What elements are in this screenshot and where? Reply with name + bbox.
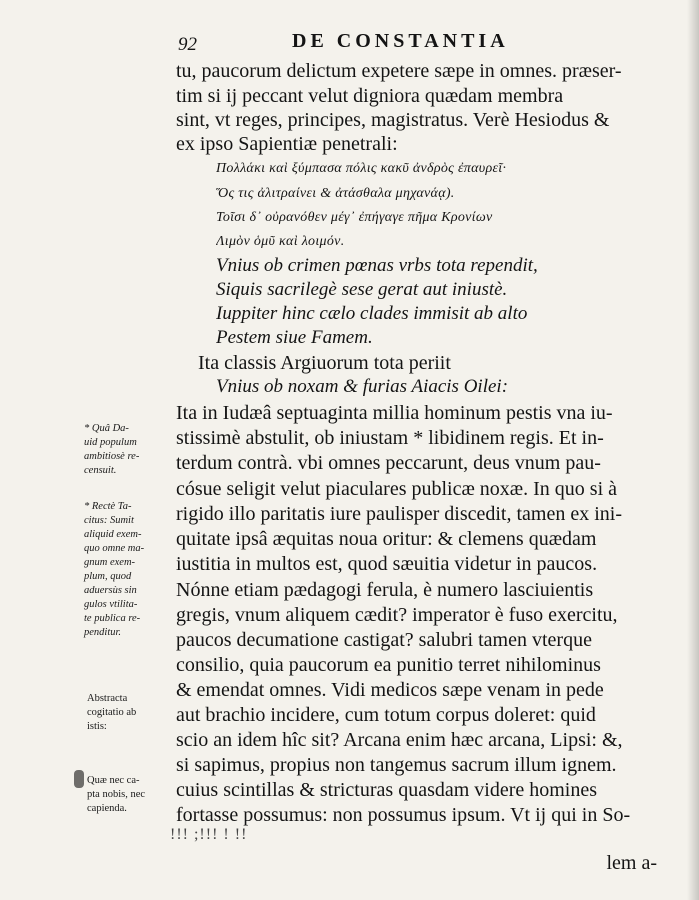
latin-verse-line: Vnius ob crimen pœnas vrbs tota rependit,: [216, 255, 538, 276]
text-line: Ita classis Argiuorum tota periit: [198, 352, 451, 374]
margin-note-line: gnum exem-: [84, 557, 136, 568]
text-line: & emendat omnes. Vidi medicos sæpe venam in pede: [176, 679, 604, 701]
margin-note-line: capienda.: [87, 803, 127, 814]
greek-verse-line: Ὅς τις ἀλιτραίνει & ἀτάσθαλα μηχανάᾳ).: [216, 186, 455, 201]
text-line: cuius scintillas & stricturas quasdam videre homines: [176, 779, 598, 801]
text-line: aut brachio incidere, cum totum corpus doleret: quid: [176, 704, 596, 726]
text-line: sint, vt reges, principes, magistratus. Verè Hesiodus &: [176, 109, 610, 131]
margin-note-line: censuit.: [84, 465, 117, 476]
margin-note-line: istis:: [87, 721, 107, 732]
margin-note-line: plum, quod: [84, 571, 132, 582]
margin-note-line: ambitiosè re-: [84, 451, 140, 462]
latin-verse-line: Siquis sacrilegè sese gerat aut iniustè.: [216, 279, 508, 300]
greek-verse-line: Τοῖσι δ᾽ οὐρανόθεν μέγ᾽ ἐπήγαγε πῆμα Κρονίων: [216, 210, 493, 225]
margin-note-line: Quæ nec ca-: [87, 775, 140, 786]
margin-note-line: uid populum: [84, 437, 137, 448]
text-line: iustitia in multos est, quod sæuitia videtur in paucos.: [176, 553, 598, 575]
text-line: fortasse possumus: non possumus ipsum. Vt ij qui in So-: [176, 804, 631, 826]
margin-note: [87, 774, 167, 816]
greek-verse-line: Πολλάκι καὶ ξύμπασα πόλις κακῦ ἀνδρὸς ἐπαυρεῖ·: [216, 161, 507, 176]
greek-verse-line: Λιμὸν ὁμῦ καὶ λοιμόν.: [216, 234, 345, 249]
text-line: quitate ipsâ æquitas noua oritur: & clemens quædam: [176, 528, 597, 550]
margin-note-line: quo omne ma-: [84, 543, 145, 554]
text-line: cósue seligit velut piaculares publicæ noxæ. In quo si à: [176, 478, 618, 500]
margin-note-line: pta nobis, nec: [87, 789, 146, 800]
text-line: Ita in Iudæâ septuaginta millia hominum pestis vna iu-: [176, 402, 613, 424]
text-line: scio an idem hîc sit? Arcana enim hæc arcana, Lipsi: &,: [176, 729, 623, 751]
catchword: lem a-: [606, 852, 657, 874]
text-line: consilio, quia paucorum ea punitio terret nihilominus: [176, 654, 601, 676]
text-line: terdum contrà. vbi omnes peccarunt, deus vnum pau-: [176, 452, 601, 474]
margin-note: [87, 692, 167, 734]
text-line: tim si ij peccant velut digniora quædam membra: [176, 85, 564, 107]
margin-note-line: cogitatio ab: [87, 707, 137, 718]
text-line: stissimè abstulit, ob iniustam * libidinem regis. Et in-: [176, 427, 604, 449]
text-line: Nónne etiam pædagogi ferula, è numero lasciuientis: [176, 579, 594, 601]
margin-note: [84, 422, 168, 478]
page-header: [172, 30, 612, 58]
latin-verse-line: Pestem siue Famem.: [216, 327, 373, 348]
text-line: rigido illo paritatis iure paulisper discedit, tamen ex ini-: [176, 503, 622, 525]
bottom-fragment: !!! ;!!! ! !!: [170, 826, 248, 843]
margin-note-line: * Quâ Da-: [84, 423, 129, 434]
page-number: 92: [178, 34, 197, 55]
text-line: ex ipso Sapientiæ penetrali:: [176, 133, 398, 155]
latin-verse-line: Iuppiter hinc cælo clades immisit ab alto: [216, 303, 528, 324]
margin-note-line: penditur.: [84, 627, 122, 638]
margin-note-line: aduersùs sin: [84, 585, 137, 596]
text-line: tu, paucorum delictum expetere sæpe in omnes. præser-: [176, 60, 622, 82]
margin-note-line: Abstracta: [87, 693, 128, 704]
margin-note-line: te publica re-: [84, 613, 141, 624]
running-title: DE CONSTANTIA: [292, 30, 509, 52]
margin-note-line: * Rectè Ta-: [84, 501, 132, 512]
margin-note-line: aliquid exem-: [84, 529, 142, 540]
latin-verse-line: Vnius ob noxam & furias Aiacis Oilei:: [216, 376, 509, 397]
page-edge-shadow: [687, 0, 699, 900]
ink-smudge: [74, 770, 84, 788]
text-line: gregis, vnum aliquem cædit? imperator è fuso exercitu,: [176, 604, 618, 626]
text-line: paucos decumatione castigat? salubri tamen vterque: [176, 629, 592, 651]
margin-note: [84, 500, 168, 640]
margin-note-line: gulos vtilita-: [84, 599, 138, 610]
margin-note-line: citus: Sumit: [84, 515, 134, 526]
text-line: si sapimus, propius non tangemus sacrum illum ignem.: [176, 754, 617, 776]
